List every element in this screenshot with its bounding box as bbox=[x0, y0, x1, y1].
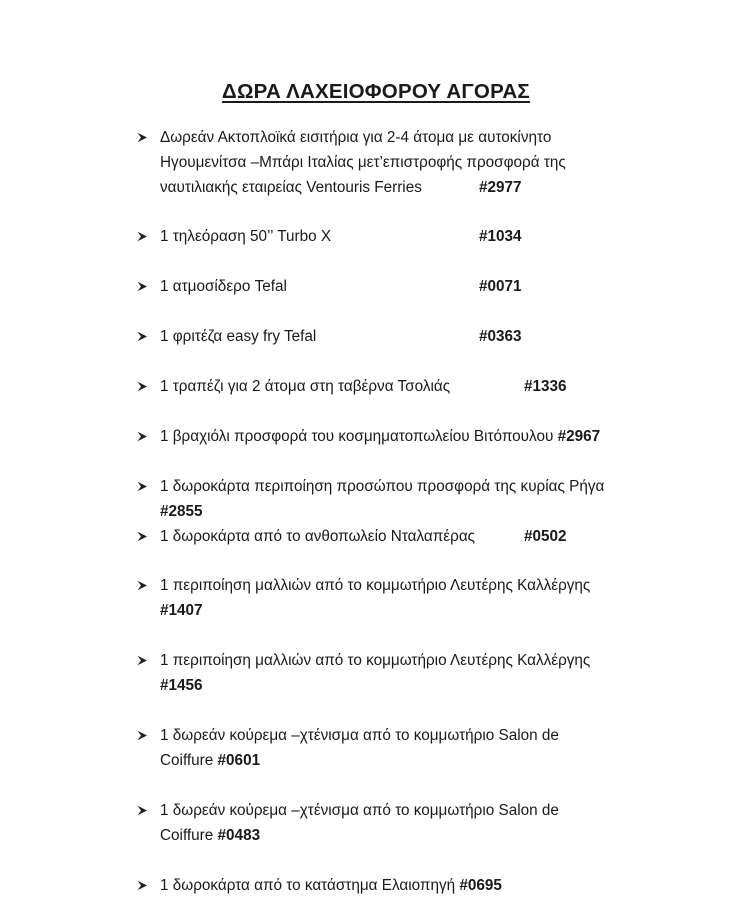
item-line: 1 δωροκάρτα περιποίηση προσώπου προσφορά της κυρίας Ρήγα bbox=[160, 478, 605, 495]
arrowhead-bullet-icon bbox=[137, 474, 149, 499]
item-line: 1 βραχιόλι προσφορά του κοσμηματοπωλείου Βιτόπουλου bbox=[160, 428, 554, 445]
prize-code: #0483 bbox=[217, 827, 261, 844]
list-item bbox=[137, 424, 657, 449]
page-title: ΔΩΡΑ ΛΑΧΕΙΟΦΟΡΟΥ ΑΓΟΡΑΣ bbox=[222, 80, 530, 103]
prize-code: #0695 bbox=[459, 877, 502, 894]
list-item bbox=[137, 648, 657, 698]
list-item bbox=[137, 524, 657, 549]
item-line: 1 τηλεόραση 50’’ Turbo X bbox=[160, 228, 332, 245]
prize-code: #0071 bbox=[479, 278, 522, 295]
list-item bbox=[137, 723, 657, 773]
item-line: 1 δωρεάν κούρεμα –χτένισμα από το κομμωτήριο Salon de bbox=[160, 802, 559, 819]
prize-code: #2977 bbox=[479, 179, 522, 196]
item-line: 1 δωρεάν κούρεμα –χτένισμα από το κομμωτήριο Salon de bbox=[160, 727, 559, 744]
list-item bbox=[137, 374, 657, 399]
prize-code: #0363 bbox=[479, 328, 522, 345]
arrowhead-bullet-icon bbox=[137, 723, 149, 748]
arrowhead-bullet-icon bbox=[137, 424, 149, 449]
item-line: 1 τραπέζι για 2 άτομα στη ταβέρνα Τσολιάς bbox=[160, 378, 451, 395]
list-item bbox=[137, 474, 657, 524]
arrowhead-bullet-icon bbox=[137, 125, 149, 150]
item-line: ναυτιλιακής εταιρείας Ventouris Ferries bbox=[160, 179, 422, 196]
arrowhead-bullet-icon bbox=[137, 274, 149, 299]
item-line: 1 φριτέζα easy fry Tefal bbox=[160, 328, 317, 345]
arrowhead-bullet-icon bbox=[137, 524, 149, 549]
arrowhead-bullet-icon bbox=[137, 873, 149, 898]
prize-code: #2967 bbox=[557, 428, 601, 445]
list-item bbox=[137, 224, 657, 249]
arrowhead-bullet-icon bbox=[137, 798, 149, 823]
item-line: 1 δωροκάρτα από το ανθοπωλείο Νταλαπέρας bbox=[160, 528, 476, 545]
prize-code: #0502 bbox=[524, 528, 567, 545]
list-item bbox=[137, 798, 657, 848]
item-line: Coiffure bbox=[160, 752, 214, 769]
prize-code: #2855 bbox=[160, 503, 203, 520]
prize-code: #1407 bbox=[160, 602, 203, 619]
item-line: 1 περιποίηση μαλλιών από το κομμωτήριο Λευτέρης Καλλέργης bbox=[160, 652, 591, 669]
prize-code: #1336 bbox=[524, 378, 567, 395]
list-item bbox=[137, 873, 657, 898]
item-line: Ηγουμενίτσα –Μπάρι Ιταλίας μετ’επιστροφής προσφορά της bbox=[160, 154, 566, 171]
item-line: 1 ατμοσίδερο Tefal bbox=[160, 278, 287, 295]
list-item bbox=[137, 324, 657, 349]
arrowhead-bullet-icon bbox=[137, 224, 149, 249]
item-line: Δωρεάν Ακτοπλοϊκά εισιτήρια για 2-4 άτομα με αυτοκίνητο bbox=[160, 129, 552, 146]
arrowhead-bullet-icon bbox=[137, 573, 149, 598]
list-item bbox=[137, 573, 657, 623]
prize-code: #1034 bbox=[479, 228, 522, 245]
item-line: Coiffure bbox=[160, 827, 214, 844]
list-item bbox=[137, 125, 657, 200]
item-line: 1 περιποίηση μαλλιών από το κομμωτήριο Λευτέρης Καλλέργης bbox=[160, 577, 591, 594]
arrowhead-bullet-icon bbox=[137, 648, 149, 673]
prize-code: #1456 bbox=[160, 677, 203, 694]
arrowhead-bullet-icon bbox=[137, 324, 149, 349]
item-line: 1 δωροκάρτα από το κατάστημα Ελαιοπηγή bbox=[160, 877, 456, 894]
arrowhead-bullet-icon bbox=[137, 374, 149, 399]
prize-code: #0601 bbox=[217, 752, 261, 769]
list-item bbox=[137, 274, 657, 299]
